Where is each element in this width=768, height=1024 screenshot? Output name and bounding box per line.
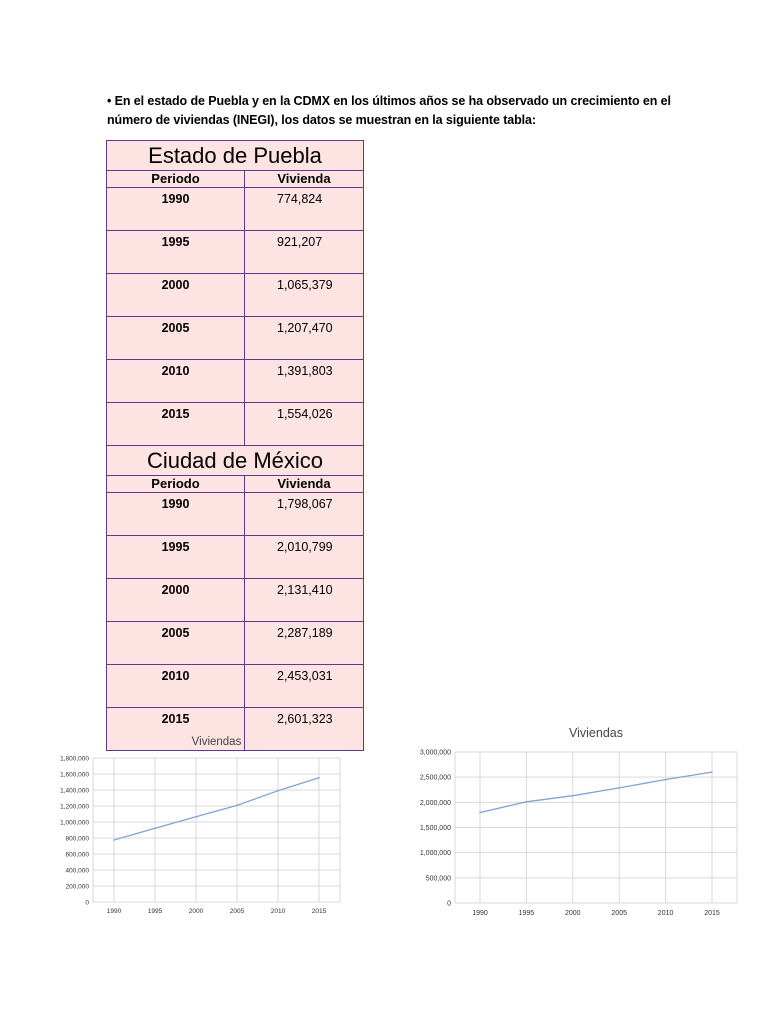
data-point	[113, 839, 115, 841]
chart-title: Viviendas	[191, 736, 242, 748]
table-header-row	[107, 171, 364, 188]
y-tick-label: 1,000,000	[419, 850, 451, 858]
year-cell: 2005	[107, 317, 245, 360]
value-cell: 1,065,379	[245, 274, 364, 317]
intro-paragraph	[107, 92, 677, 130]
x-tick-label: 1990	[472, 910, 488, 917]
y-tick-label: 600,000	[65, 851, 89, 859]
table-row	[107, 493, 364, 536]
table-header-row	[107, 476, 364, 493]
data-point	[236, 805, 238, 807]
table-title: Ciudad de México	[107, 446, 364, 476]
x-tick-label: 1990	[106, 908, 122, 915]
table-row	[107, 536, 364, 579]
year-cell: 2005	[107, 622, 245, 665]
y-tick-label: 1,000,000	[60, 819, 89, 827]
y-tick-label: 1,500,000	[419, 825, 451, 832]
series-line	[480, 772, 712, 812]
x-tick-label: 2005	[611, 910, 627, 917]
y-tick-label: 500,000	[425, 875, 451, 883]
y-tick-label: 0	[447, 900, 451, 908]
table-row	[107, 274, 364, 317]
y-tick-label: 400,000	[65, 867, 89, 875]
value-cell: 2,453,031	[245, 665, 364, 708]
value-cell: 2,601,323	[245, 708, 364, 751]
intro-line-2: número de viviendas (INEGI), los datos se muestran en la siguiente tabla:	[107, 113, 536, 127]
y-tick-label: 1,200,000	[60, 803, 89, 811]
chart-cdmx	[403, 718, 761, 926]
value-cell: 774,824	[245, 188, 364, 231]
year-cell: 2000	[107, 579, 245, 622]
table-title: Estado de Puebla	[107, 141, 364, 171]
y-tick-label: 2,500,000	[419, 774, 451, 782]
x-tick-label: 2010	[657, 910, 674, 917]
table-title-row	[107, 446, 364, 476]
data-point	[479, 812, 481, 814]
value-cell: 1,554,026	[245, 403, 364, 446]
table-row	[107, 360, 364, 403]
data-point	[277, 790, 279, 792]
year-cell: 2010	[107, 665, 245, 708]
year-cell: 1990	[107, 188, 245, 231]
x-tick-label: 2005	[229, 908, 245, 915]
value-cell: 1,207,470	[245, 317, 364, 360]
table-row	[107, 403, 364, 446]
chart-puebla-svg	[57, 726, 347, 921]
y-tick-label: 800,000	[65, 835, 89, 843]
y-tick-label: 3,000,000	[419, 749, 451, 757]
data-point	[526, 801, 528, 803]
y-tick-label: 200,000	[65, 883, 89, 891]
year-cell: 2010	[107, 360, 245, 403]
table-header-vivienda: Vivienda	[245, 476, 364, 493]
x-tick-label: 2015	[704, 910, 720, 917]
value-cell: 1,798,067	[245, 493, 364, 536]
data-point	[195, 816, 197, 818]
table-row	[107, 579, 364, 622]
data-point	[572, 795, 574, 797]
data-point	[154, 828, 156, 830]
value-cell: 2,010,799	[245, 536, 364, 579]
table-header-periodo: Periodo	[107, 171, 245, 188]
x-tick-label: 1995	[147, 908, 163, 915]
y-tick-label: 0	[85, 899, 89, 907]
value-cell: 921,207	[245, 231, 364, 274]
table-row	[107, 665, 364, 708]
housing-table	[106, 140, 364, 751]
table-title-row	[107, 141, 364, 171]
table-row	[107, 188, 364, 231]
value-cell: 1,391,803	[245, 360, 364, 403]
value-cell: 2,131,410	[245, 579, 364, 622]
intro-line-1: • En el estado de Puebla y en la CDMX en los últimos años se ha observado un crecimiento en el	[107, 94, 671, 108]
y-tick-label: 1,400,000	[60, 787, 89, 795]
data-point	[318, 777, 320, 779]
x-tick-label: 2015	[311, 908, 327, 915]
value-cell: 2,287,189	[245, 622, 364, 665]
table-header-vivienda: Vivienda	[245, 171, 364, 188]
year-cell: 1995	[107, 536, 245, 579]
year-cell: 2015	[107, 403, 245, 446]
x-tick-label: 2010	[270, 908, 286, 915]
x-tick-label: 2000	[565, 910, 581, 917]
year-cell: 2000	[107, 274, 245, 317]
chart-cdmx-svg	[403, 718, 761, 926]
table-row	[107, 622, 364, 665]
table-row	[107, 231, 364, 274]
data-point	[665, 779, 667, 781]
table-row	[107, 317, 364, 360]
table-header-periodo: Periodo	[107, 476, 245, 493]
year-cell: 1990	[107, 493, 245, 536]
y-tick-label: 1,800,000	[60, 755, 89, 763]
y-tick-label: 2,000,000	[419, 799, 451, 807]
chart-puebla	[57, 726, 347, 921]
y-tick-label: 1,600,000	[60, 771, 89, 779]
year-cell: 1995	[107, 231, 245, 274]
chart-title: Viviendas	[569, 726, 623, 740]
data-point	[618, 787, 620, 789]
x-tick-label: 2000	[188, 908, 204, 915]
x-tick-label: 1995	[518, 910, 535, 917]
year-cell: 2015	[107, 708, 245, 751]
series-line	[114, 778, 319, 840]
data-point	[711, 771, 713, 773]
